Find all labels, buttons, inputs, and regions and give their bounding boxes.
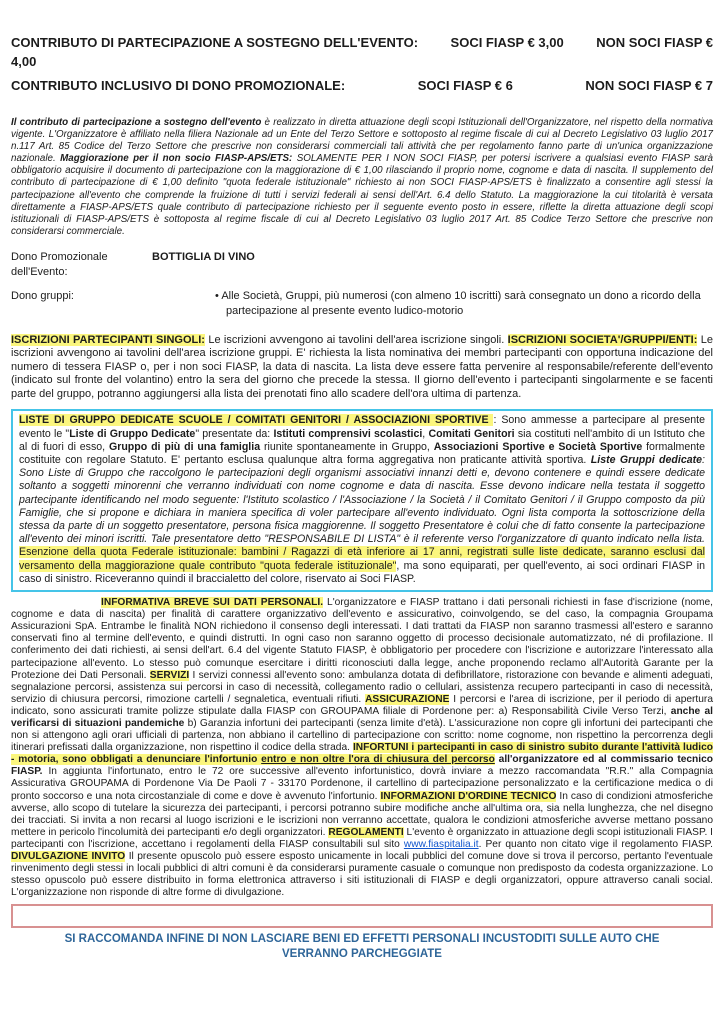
contribution-line-2-label: CONTRIBUTO INCLUSIVO DI DONO PROMOZIONALE: — [11, 78, 346, 93]
fiaspitalia-link[interactable]: www.fiaspitalia.it — [403, 838, 479, 850]
contribution-line-1-soci: SOCI FIASP € 3,00 — [450, 35, 564, 50]
text-segment: anche al verificarsi di situazioni pandemiche — [11, 705, 713, 730]
group-lists-box — [11, 409, 713, 592]
privacy-info-paragraph — [11, 597, 713, 899]
text-segment: ISCRIZIONI SOCIETA'/GRUPPI/ENTI: — [507, 333, 698, 346]
text-segment: REGOLAMENTI — [328, 826, 404, 838]
text-segment: Comitati Genitori — [428, 427, 515, 440]
contribution-header — [11, 33, 713, 95]
text-segment: Il contributo di partecipazione a sostegno dell'evento — [11, 117, 265, 128]
group-gift-row — [11, 289, 713, 320]
text-segment: Gruppo di più di una famiglia — [108, 440, 261, 453]
group-gift-label: Dono gruppi: — [11, 289, 74, 302]
contribution-line-2 — [11, 76, 713, 95]
text-segment: " presentate da: — [195, 427, 274, 440]
promo-gift-label: Dono Promozionale dell'Evento: — [11, 250, 108, 278]
text-segment: entro e non oltre l'ora di chiusura del percorso — [261, 754, 495, 766]
group-gift-bullet-text: Alle Società, Gruppi, più numerosi (con almeno 10 iscritti) sarà consegnato un dono a ricordo della partecipazione al presente evento ludico-motorio — [221, 289, 701, 318]
text-segment: Esenzione della quota Federale istituzionale: bambini / Ragazzi di età inferiore ai 17 anni, registrati sulle liste dedicate, saranno esclusi dal versamento della maggiorazione quale contributo "quota federale istituzionale" — [19, 546, 705, 572]
text-segment: Il presente opuscolo può essere esposto unicamente in locali pubblici del comune dove si trova il percorso, pertanto l'eventuale rinvenimento degli stessi in locali pubblici di altri comuni è da considerarsi puramente casuale o comunque non predisposto da codesta organizzazione. Lo stesso opuscolo può essere distribuito in forma elettronica attraverso i siti istituzionali di FIASP e degli organizzatori, oppure attraverso canali social. L'organizzazione non risponde di altre forme di divulgazione. — [11, 851, 713, 899]
text-segment: DIVULGAZIONE INVITO — [11, 851, 126, 863]
group-gift-bullet-item — [215, 289, 709, 320]
text-segment: : Sono ammesse a partecipare al presente evento le " — [19, 414, 705, 440]
text-segment: , ma sono equiparati, per quell'evento, ai soci ordinari FIASP in caso di sinistro. Riceveranno quindi il braccialetto del colore, riservato ai Soci FIASP. — [19, 559, 706, 585]
text-segment: formalmente costituite con regolare Statuto. E' pertanto esclusa qualunque altra forma aggregativa non praticante attività sportiva. — [19, 440, 705, 467]
text-segment: : Sono Liste di Gruppo che raccolgono le partecipazioni degli organismi associativi innanzi detti e, devono contenere e quindi essere dedicate soltanto a soggetti minorenni che verranno individuati con nome cognome e data di nascita. Esse devono indicare nella testata il soggetto partecipante identificando nel modo seguente: l'Istituto scolastico / l'Associazione / la Società / il Comitato Genitori / il Gruppo composto da più Famiglie, che si propone e dichiara in maniera specifica di voler partecipare all'evento individuato. Ogni lista comporta la sottoscrizione della stessa da parte di un soggetto presentatore, persona fisica maggiorenne. Il soggetto Presentatore è colui che di fatto consente la partecipazione all'evento dei minori iscritti. Tale presentatore detto "RESPONSABILE DI LISTA" è il referente verso l'organizzatore di quanto indicato nella lista. — [19, 454, 705, 546]
empty-red-box — [11, 904, 713, 928]
text-segment: SOLAMENTE PER I NON SOCI FIASP, per potersi iscrivere a qualsiasi evento FIASP sarà obbligatorio acquisire il documento di partecipazione con la maggiorazione di € 1,00 rilasciando il proprio nome, cognome e data di nascita. Il supplemento del contributo di partecipazione di € 1,00 definito "quota federale istituzionale" richiesto ai non SOCI FIASP-APS/ETS è finalizzato a consentire agli stessi la partecipazione all'evento che comprende la fruizione di tutti i servizi federali ai sensi dell'Art. 6.4 dello Statuto. La maggiorazione la cui titolarità è versata direttamente a FIASP-APS/ETS quale contributo di partecipazione richiesto per il seguente evento posto in essere, riflette la diretta attuazione degli scopi istituzionali di FIASP-APS/ETS è sottoposta al regime fiscale di cui al Decreto Legislativo 03 luglio 2017 Art. 85 Codice Terzo Settore che prescrive non considerarsi commerciale. — [11, 153, 714, 237]
promo-gift-section — [11, 250, 713, 320]
text-segment: Associazioni Sportive e Società Sportive — [433, 440, 643, 453]
registration-paragraph — [11, 334, 713, 402]
text-segment: b) Garanzia infortuni dei partecipanti (senza limite d'età). L'assicurazione non copre gli infortuni dei partecipanti che non si attengono agli orari ufficiali di partenza, non abbiano il cartellino di partecipazione con scritto: nome cognome, non rispettino la percorrenza degli itinerari prefissati dalla organizzazione, non rispettino il codice della strada. — [11, 718, 714, 754]
text-segment: Maggiorazione per il non socio FIASP-APS/ETS: — [60, 153, 293, 165]
text-segment: L'organizzatore e FIASP trattano i dati personali richiesti in fase d'iscrizione (nome, cognome e data di nascita) per finalità di carattere organizzativo dell'evento e assicurativo, coinvolgendo, se del caso, la compagnia Groupama Assicurazioni SpA. Entrambe le finalità NON richiedono il consenso degli interessati. I dati trattati da FIASP non saranno trasmessi all'estero e saranno conservati fino al termine dell'evento, e quindi distrutti. In ogni caso non saranno oggetto di processo decisionale automatizzato, né di profilazione. Il conferimento dei dati richiesti, ai sensi dell'art. 6.4 del vigente Statuto FIASP, è obbligatorio per procedere con l'iscrizione e autorizzare l'interessato alla partecipazione all'evento. Lo stesso può comunque esercitare i diritti riconosciuti dalla legge, anche proponendo reclamo all'Autorità Garante per la Protezione dei Dati Personali. — [11, 597, 714, 681]
intro-paragraph — [11, 117, 713, 238]
contribution-line-1-nonsoci: NON SOCI FIASP € — [596, 35, 713, 50]
text-segment: . Per quanto non citato vige il regolamento FIASP. — [478, 838, 713, 850]
text-segment: sia costituti nell'ambito di un Istituto che al di fuori di esso, — [19, 427, 706, 453]
text-segment: riunite spontaneamente in Gruppo, — [260, 440, 434, 453]
text-segment: all'organizzatore ed al commissario tecnico FIASP. — [11, 754, 713, 778]
contribution-line-1-wrap: 4,00 — [11, 54, 37, 69]
text-segment: Liste Gruppi dedicate — [590, 454, 703, 467]
text-segment: LISTE DI GRUPPO DEDICATE SCUOLE / COMITATI GENITORI / ASSOCIAZIONI SPORTIVE — [19, 414, 494, 427]
text-segment: Istituti comprensivi scolastici — [273, 427, 423, 440]
text-segment: In aggiunta l'infortunato, entro le 72 ore successive all'evento infortunistico, dovrà inviare a mezzo raccomandata "R.R." alla Compagnia Assicurativa GROUPAMA di Pordenone Via De Paoli 7 - 33170 Pordenone, il cartellino di partecipazione personalizzato e la certificazione medica o di pronto soccorso e una nota circostanziale di come e dove è avvenuto l'infortunio. — [11, 766, 713, 802]
text-segment: I percorsi e l'area di iscrizione, per il periodo di apertura indicato, sono assicurati tramite polizze stipulate dalla FIASP con GROUPAMA filiale di Pordenone per: a) Responsabilità Civile Verso Terzi, — [11, 693, 713, 717]
promo-gift-row — [11, 250, 713, 280]
text-segment: SERVIZI — [149, 669, 190, 681]
parking-warning-text: SI RACCOMANDA INFINE DI NON LASCIARE BENI ED EFFETTI PERSONALI INCUSTODITI SULLE AUTO CHE VERRANNO PARCHEGGIATE — [64, 933, 660, 961]
text-segment: Le iscrizioni avvengono ai tavolini dell'area iscrizione singoli. — [204, 333, 508, 346]
text-segment: ISCRIZIONI PARTECIPANTI SINGOLI: — [11, 333, 205, 346]
text-segment: Le iscrizioni avvengono ai tavolini dell'area iscrizione gruppi. E' richiesta la lista nominativa dei membri partecipanti con opportuna indicazione del numero di tessera FIASP o, per i non soci FIASP, la data di nascita. La lista deve essere fatta pervenire al responsabile/referente dell'evento (indicato sul fronte del volantino) entro la sera del giorno che precede la stessa. Il giorno dell'evento i partecipanti singolarmente e se facenti parte del gruppo, potranno aggiungersi alla lista dei prenotati fino allo scadere dell'ora ultima di partenza. — [11, 333, 713, 400]
text-segment: L'evento è organizzato in attuazione degli scopi istituzionali FIASP. I partecipanti con l'iscrizione, accettano i regolamenti della FIASP consultabili sul sito — [11, 826, 713, 850]
text-segment: In caso di condizioni atmosferiche avverse, allo scopo di tutelare la sicurezza dei partecipanti, i percorsi potranno subire modifiche anche all'ultima ora, sia nella lunghezza, che nel disegno dei tracciati. Si invita a non recarsi al luogo iscrizioni e le iscrizioni non verranno accettate, qualora le condizioni atmosferiche avverse mettano possano mettere in pericolo l'incolumità dei partecipanti e/o degli organizzatori. — [11, 790, 713, 838]
text-segment: I servizi connessi all'evento sono: ambulanza dotata di defibrillatore, ristorazione con bevande e alimenti adeguati, segnalazione percorsi, assistenza sui percorsi in caso di necessità, collegamento radio o cellulari, assistenza recupero partecipanti in caso di necessità, servizio di chiusura percorsi, rimozione cartelli / segnaletica, eventuali rifiuti. — [11, 669, 713, 705]
bullet-marker: • — [215, 289, 219, 302]
contribution-line-2-nonsoci: NON SOCI FIASP € 7 — [585, 78, 713, 93]
contribution-line-2-soci: SOCI FIASP € 6 — [417, 78, 513, 93]
text-segment: ASSICURAZIONE — [365, 693, 450, 705]
contribution-line-1-label: CONTRIBUTO DI PARTECIPAZIONE A SOSTEGNO DELL'EVENTO: — [11, 35, 419, 50]
text-segment: INFORMAZIONI D'ORDINE TECNICO — [380, 790, 557, 802]
text-segment: INFORTUNI i partecipanti in caso di sinistro subito durante l'attività ludico - motoria, sono obbligati a denunciare l'infortunio — [11, 742, 713, 766]
text-segment: Liste di Gruppo Dedicate — [69, 427, 196, 440]
contribution-line-1 — [11, 33, 713, 52]
promo-gift-value: BOTTIGLIA DI VINO — [152, 250, 255, 263]
text-segment: INFORMATIVA BREVE SUI DATI PERSONALI. — [101, 597, 324, 609]
text-segment: , — [422, 427, 429, 440]
text-segment: è realizzato in diretta attuazione degli scopi Istituzionali dell'Organizzatore, nel rispetto della normativa vigente. L'Organizzatore è affiliato nella filiera Nazionale ad un Ente del Terzo Settore e sottoposto al regime fiscale di cui al Decreto Legislativo 03 luglio 2017 n.117 Art. 85 Codice del Terzo Settore che prescrive non considerarsi commerciali tali attività che per regolamento fanno parte di un'unica organizzazione nazionale. — [11, 117, 713, 165]
